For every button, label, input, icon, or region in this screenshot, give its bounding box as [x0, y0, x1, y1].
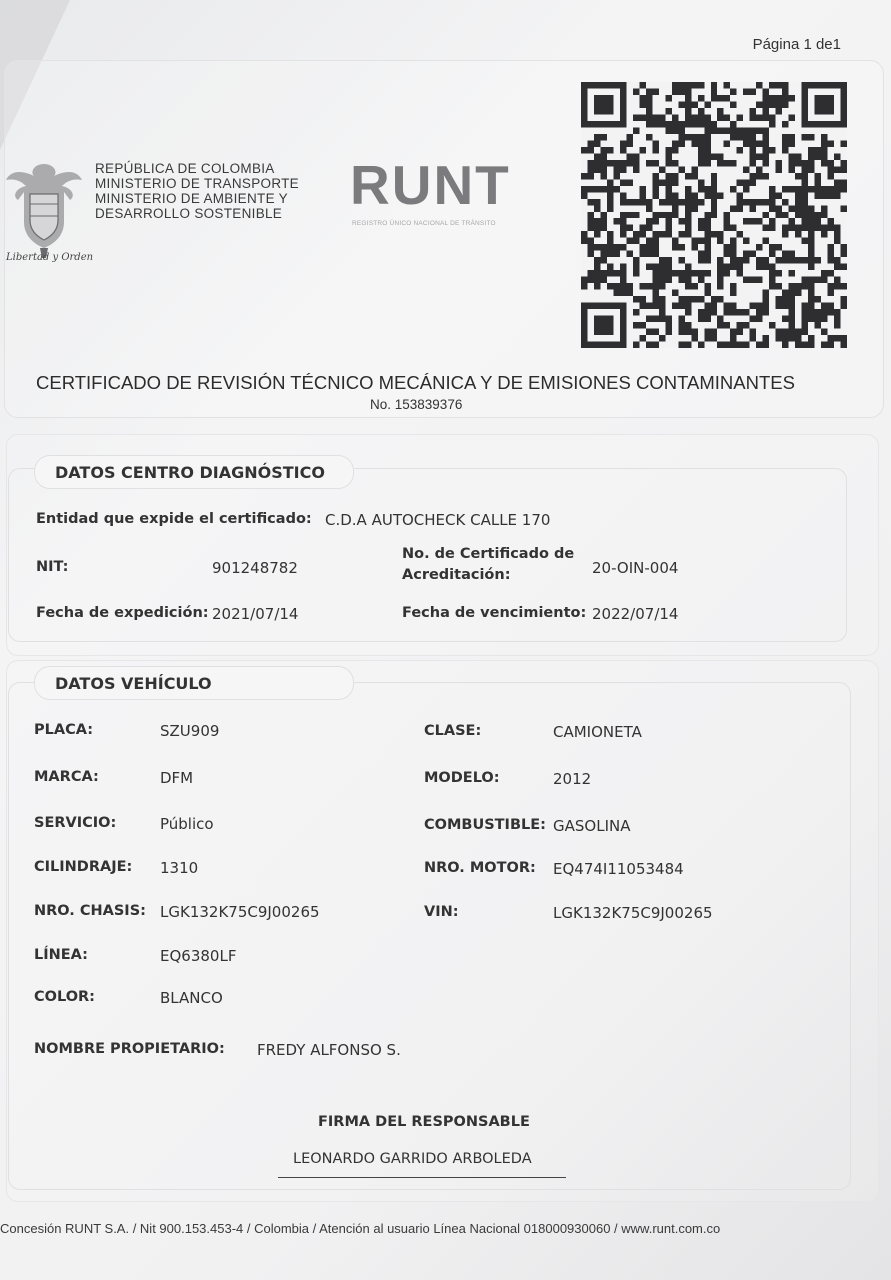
color-value: BLANCO — [160, 989, 223, 1007]
ministry-line: MINISTERIO DE AMBIENTE Y — [95, 191, 288, 206]
firma-title: FIRMA DEL RESPONSABLE — [318, 1114, 530, 1130]
clase-value: CAMIONETA — [553, 723, 642, 741]
runt-logo: RUNT — [350, 154, 511, 216]
placa-value: SZU909 — [160, 722, 220, 740]
signature-line — [278, 1177, 566, 1178]
entidad-label: Entidad que expide el certificado: — [36, 511, 312, 527]
propietario-label: NOMBRE PROPIETARIO: — [34, 1041, 225, 1057]
centro-section-title: DATOS CENTRO DIAGNÓSTICO — [34, 455, 354, 489]
color-label: COLOR: — [34, 989, 95, 1005]
combustible-label: COMBUSTIBLE: — [424, 817, 546, 833]
servicio-value: Público — [160, 815, 214, 833]
placa-label: PLACA: — [34, 722, 94, 738]
ministries-block — [95, 161, 299, 221]
modelo-label: MODELO: — [424, 770, 500, 786]
servicio-label: SERVICIO: — [34, 815, 117, 831]
vin-value: LGK132K75C9J00265 — [553, 904, 713, 922]
chasis-label: NRO. CHASIS: — [34, 903, 146, 919]
acreditacion-label: No. de Certificado de Acreditación: — [402, 546, 575, 583]
nit-label: NIT: — [36, 559, 69, 575]
vehiculo-section-title: DATOS VEHÍCULO — [34, 666, 354, 700]
cilindraje-value: 1310 — [160, 859, 199, 877]
vin-label: VIN: — [424, 904, 459, 920]
marca-label: MARCA: — [34, 769, 99, 785]
certificate-title: CERTIFICADO DE REVISIÓN TÉCNICO MECÁNICA Y DE EMISIONES CONTAMINANTES — [36, 372, 795, 393]
cilindraje-label: CILINDRAJE: — [34, 859, 133, 875]
runt-logo-subtitle: REGISTRO ÚNICO NACIONAL DE TRÁNSITO — [352, 220, 496, 227]
modelo-value: 2012 — [553, 770, 592, 788]
footer: Concesión RUNT S.A. / Nit 900.153.453-4 / Colombia / Atención al usuario Línea Nacional 018000930060 / www.runt.com.co — [0, 1221, 721, 1236]
certificate-number: No. 153839376 — [370, 397, 463, 412]
propietario-value: FREDY ALFONSO S. — [257, 1041, 401, 1059]
vencimiento-value: 2022/07/14 — [592, 605, 679, 623]
combustible-value: GASOLINA — [553, 817, 631, 835]
coat-of-arms-icon — [4, 158, 84, 266]
acreditacion-value: 20-OIN-004 — [592, 559, 679, 577]
marca-value: DFM — [160, 769, 194, 787]
ministry-line: REPÚBLICA DE COLOMBIA — [95, 161, 275, 176]
entidad-value: C.D.A AUTOCHECK CALLE 170 — [325, 511, 551, 529]
linea-label: LÍNEA: — [34, 947, 88, 963]
chasis-value: LGK132K75C9J00265 — [160, 903, 320, 921]
clase-label: CLASE: — [424, 723, 482, 739]
coat-motto: Libertad y Orden — [6, 252, 94, 263]
vencimiento-label: Fecha de vencimiento: — [402, 605, 587, 621]
qr-code — [578, 82, 850, 348]
page-number: Página 1 de1 — [752, 36, 841, 53]
linea-value: EQ6380LF — [160, 947, 237, 965]
ministry-line: MINISTERIO DE TRANSPORTE — [95, 176, 299, 191]
expedicion-value: 2021/07/14 — [212, 605, 299, 623]
motor-label: NRO. MOTOR: — [424, 860, 536, 876]
motor-value: EQ474I11053484 — [553, 860, 684, 878]
ministry-line: DESARROLLO SOSTENIBLE — [95, 206, 283, 221]
firma-name: LEONARDO GARRIDO ARBOLEDA — [293, 1151, 532, 1167]
nit-value: 901248782 — [212, 559, 298, 577]
expedicion-label: Fecha de expedición: — [36, 605, 209, 621]
